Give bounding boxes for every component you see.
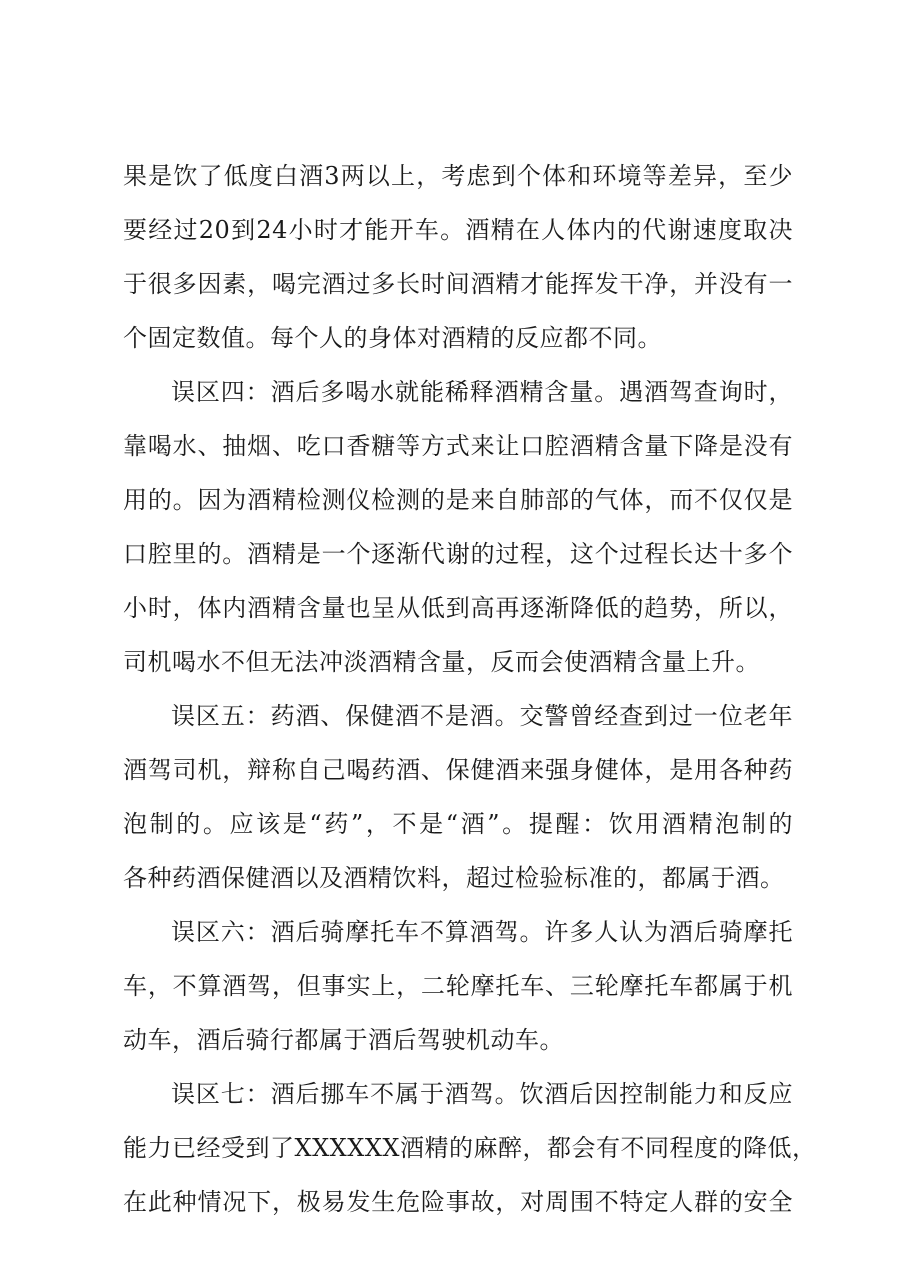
text-line: 车，不算酒驾，但事实上，二轮摩托车、三轮摩托车都属于机	[123, 972, 793, 1000]
text-line: 要经过20到24小时才能开车。酒精在人体内的代谢速度取决	[123, 216, 793, 244]
text-line: 在此种情况下，极易发生危险事故，对周围不特定人群的安全	[123, 1188, 793, 1216]
text-line: 于很多因素，喝完酒过多长时间酒精才能挥发干净，并没有一	[123, 270, 793, 298]
section-heading-line: 误区四：酒后多喝水就能稀释酒精含量。遇酒驾查询时，	[171, 378, 793, 406]
section-heading-line: 误区六：酒后骑摩托车不算酒驾。许多人认为酒后骑摩托	[171, 918, 793, 946]
text-line: 能力已经受到了XXXXXX酒精的麻醉，都会有不同程度的降低，	[123, 1134, 817, 1162]
text-line: 小时，体内酒精含量也呈从低到高再逐渐降低的趋势，所以，	[123, 594, 793, 622]
text-line: 果是饮了低度白酒3两以上，考虑到个体和环境等差异，至少	[123, 162, 793, 190]
section-heading-line: 误区五：药酒、保健酒不是酒。交警曾经查到过一位老年	[171, 702, 793, 730]
document-body	[123, 160, 817, 1240]
section-heading-line: 误区七：酒后挪车不属于酒驾。饮酒后因控制能力和反应	[171, 1080, 793, 1108]
text-line: 靠喝水、抽烟、吃口香糖等方式来让口腔酒精含量下降是没有	[123, 432, 793, 460]
text-line: 动车，酒后骑行都属于酒后驾驶机动车。	[123, 1026, 564, 1054]
text-line: 泡制的。应该是“药”，不是“酒”。提醒：饮用酒精泡制的	[123, 810, 793, 838]
text-line: 酒驾司机，辩称自己喝药酒、保健酒来强身健体，是用各种药	[123, 756, 793, 784]
text-line: 各种药酒保健酒以及酒精饮料，超过检验标准的，都属于酒。	[123, 864, 785, 892]
text-line: 个固定数值。每个人的身体对酒精的反应都不同。	[123, 324, 662, 352]
text-line: 司机喝水不但无法冲淡酒精含量，反而会使酒精含量上升。	[123, 648, 760, 676]
text-line: 用的。因为酒精检测仪检测的是来自肺部的气体，而不仅仅是	[123, 486, 793, 514]
text-line: 口腔里的。酒精是一个逐渐代谢的过程，这个过程长达十多个	[123, 540, 793, 568]
